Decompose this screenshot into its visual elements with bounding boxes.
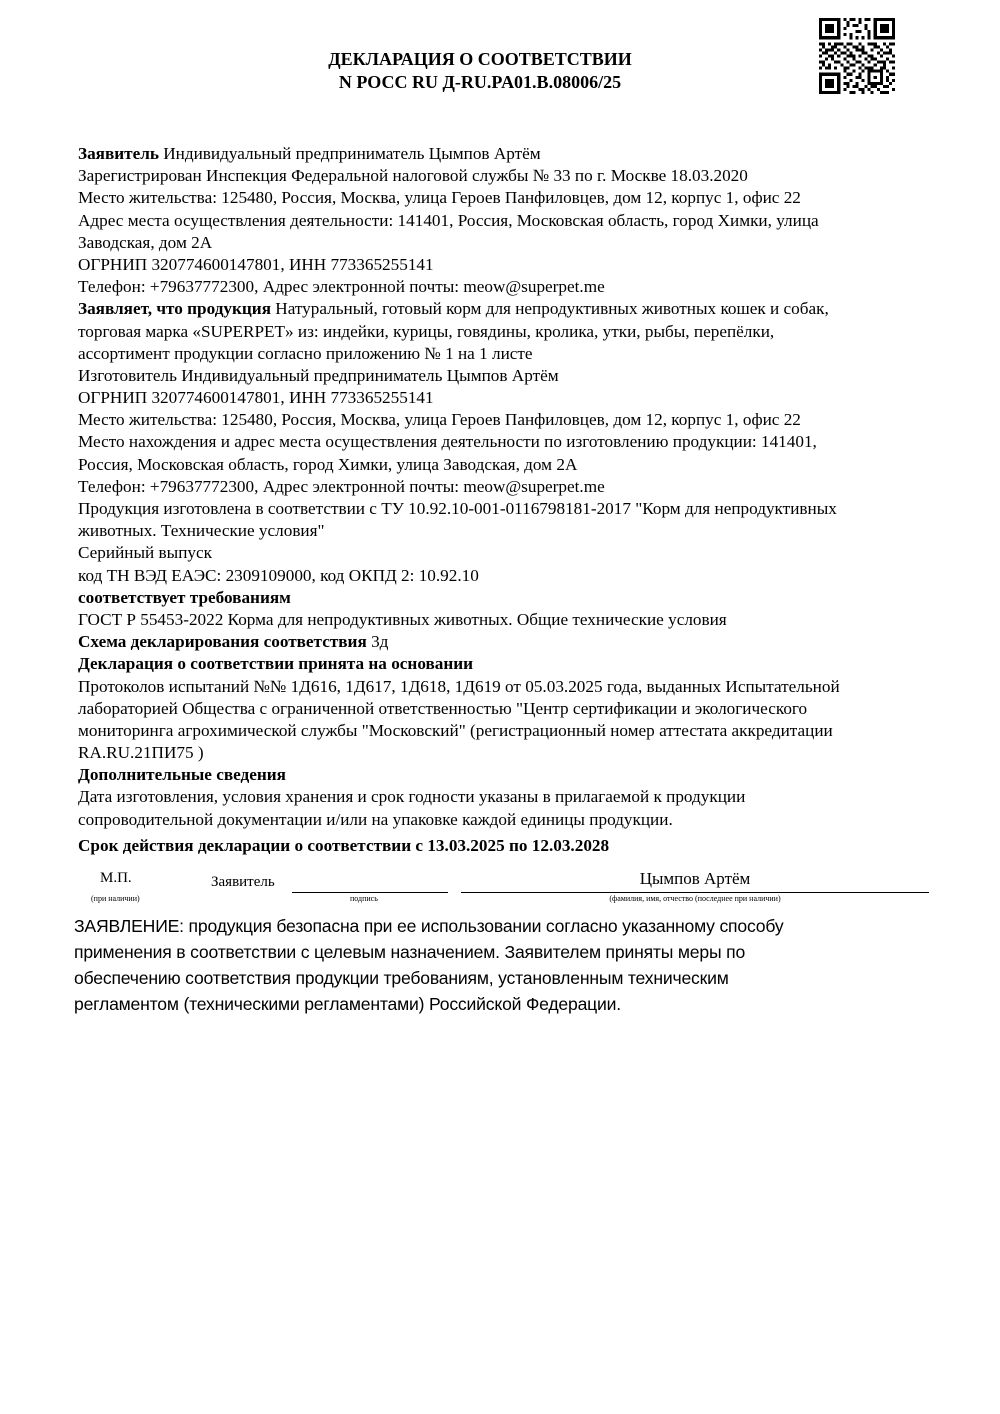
basis-line-4: RA.RU.21ПИ75 ): [78, 743, 204, 763]
name-line: [461, 892, 929, 893]
applicant-signature-label: Заявитель: [211, 874, 275, 890]
safety-statement: [74, 913, 954, 1017]
additional-label-text: Дополнительные сведения: [78, 765, 286, 785]
declaration-number: N РОСС RU Д-RU.PA01.B.08006/25: [338, 72, 622, 92]
basis-line-1: Протоколов испытаний №№ 1Д616, 1Д617, 1Д618, 1Д619 от 05.03.2025 года, выданных Испытательной: [78, 676, 840, 696]
requirements-label-text: соответствует требованиям: [78, 587, 291, 607]
additional-line-2: сопроводительной документации и/или на упаковке каждой единицы продукции.: [78, 809, 673, 829]
statement-line-3: обеспечению соответствия продукции требованиям, установленным техническим: [74, 968, 729, 988]
activity-address-line-1: Адрес места осуществления деятельности: 141401, Россия, Московская область, город Химки, улица: [78, 210, 819, 230]
requirements-label: [78, 587, 938, 609]
scheme-value: 3д: [371, 632, 389, 652]
declaration-body: [78, 143, 938, 831]
product-line-3: ассортимент продукции согласно приложению № 1 на 1 листе: [78, 343, 533, 363]
document-title: ДЕКЛАРАЦИЯ О СООТВЕТСТВИИ: [328, 49, 632, 69]
stamp-label: М.П.: [100, 870, 132, 886]
document-header: [230, 48, 730, 94]
statement-line-1: ЗАЯВЛЕНИЕ: продукция безопасна при ее использовании согласно указанному способу: [74, 916, 784, 936]
activity-address-line-2: Заводская, дом 2А: [78, 232, 213, 252]
additional-line-1: Дата изготовления, условия хранения и срок годности указаны в прилагаемой к продукции: [78, 787, 746, 807]
product-codes: код ТН ВЭД ЕАЭС: 2309109000, код ОКПД 2: 10.92.10: [78, 565, 479, 585]
product-text-1: Натуральный, готовый корм для непродуктивных животных кошек и собак,: [275, 299, 829, 319]
applicant-line: [78, 143, 938, 165]
registration-line: Зарегистрирован Инспекция Федеральной налоговой службы № 33 по г. Москве 18.03.2020: [78, 166, 748, 186]
statement-line-4: регламентом (техническими регламентами) Российской Федерации.: [74, 994, 621, 1014]
stamp-note: (при наличии): [91, 894, 140, 903]
applicant-label: Заявитель: [78, 144, 159, 163]
manufacturing-standard-line-2: животных. Технические условия": [78, 521, 325, 541]
applicant-name: Индивидуальный предприниматель Цымпов Артём: [163, 144, 541, 163]
manufacturer-location-line-2: Россия, Московская область, город Химки, улица Заводская, дом 2А: [78, 454, 578, 474]
manufacturer-contacts: Телефон: +79637772300, Адрес электронной почты: meow@superpet.me: [78, 476, 605, 496]
signature-block: [0, 866, 1000, 906]
requirements-standard: ГОСТ Р 55453-2022 Корма для непродуктивных животных. Общие технические условия: [78, 609, 727, 629]
product-line-2: торговая марка «SUPERPET» из: индейки, курицы, говядины, кролика, утки, рыбы, перепёлки,: [78, 321, 775, 341]
basis-label: [78, 653, 938, 675]
manufacturer-ogrnip: ОГРНИП 320774600147801, ИНН 773365255141: [78, 388, 434, 408]
applicant-contacts: Телефон: +79637772300, Адрес электронной почты: meow@superpet.me: [78, 277, 605, 297]
release-type: Серийный выпуск: [78, 543, 212, 563]
signature-line: [292, 892, 448, 893]
manufacturer-residence: Место жительства: 125480, Россия, Москва, улица Героев Панфиловцев, дом 12, корпус 1, офис 22: [78, 410, 801, 430]
manufacturing-standard-line-1: Продукция изготовлена в соответствии с ТУ 10.92.10-001-0116798181-2017 "Корм для непродуктивных: [78, 499, 837, 518]
statement-line-2: применения в соответствии с целевым назначением. Заявителем приняты меры по: [74, 942, 746, 962]
scheme-line: [78, 631, 938, 653]
signatory-name: Цымпов Артём: [639, 869, 751, 888]
applicant-ogrnip: ОГРНИП 320774600147801, ИНН 773365255141: [78, 254, 434, 274]
manufacturer-name: Изготовитель Индивидуальный предприниматель Цымпов Артём: [78, 365, 559, 385]
applicant-residence: Место жительства: 125480, Россия, Москва, улица Героев Панфиловцев, дом 12, корпус 1, офис 22: [78, 188, 801, 208]
manufacturer-location-line-1: Место нахождения и адрес места осуществления деятельности по изготовлению продукции: 141401,: [78, 432, 817, 452]
validity-period: Срок действия декларации о соответствии с 13.03.2025 по 12.03.2028: [78, 836, 610, 855]
product-label: Заявляет, что продукция: [78, 299, 271, 319]
qr-code-icon: [819, 18, 895, 94]
scheme-label: Схема декларирования соответствия: [78, 632, 367, 652]
product-line-1: [78, 298, 938, 320]
additional-label: [78, 764, 938, 786]
basis-label-text: Декларация о соответствии принята на основании: [78, 654, 474, 674]
signature-note: подпись: [350, 894, 378, 903]
name-note: (фамилия, имя, отчество (последнее при наличии): [609, 894, 781, 903]
basis-line-2: лабораторией Общества с ограниченной ответственностью "Центр сертификации и экологического: [78, 698, 808, 718]
basis-line-3: мониторинга агрохимической службы "Московский" (регистрационный номер аттестата аккредитации: [78, 720, 833, 740]
